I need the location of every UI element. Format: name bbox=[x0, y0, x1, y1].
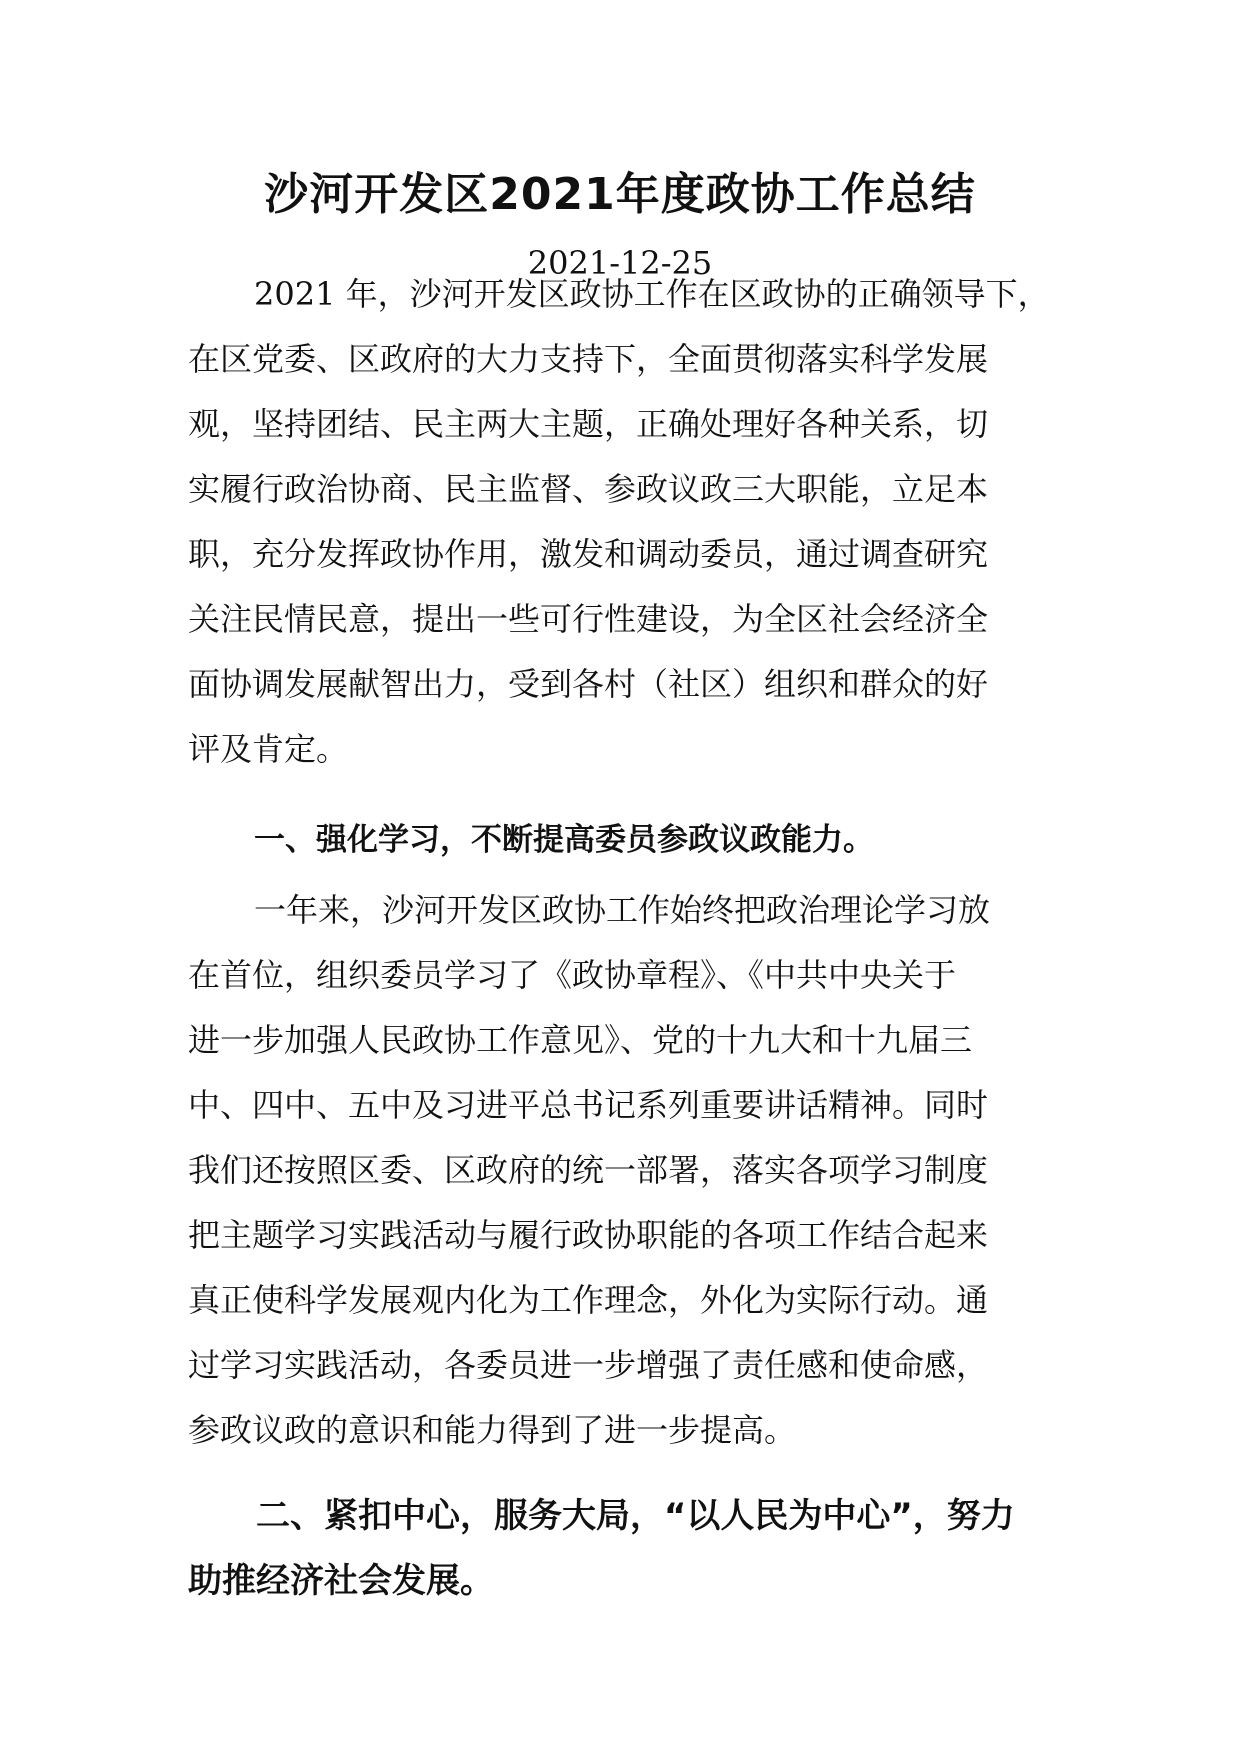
paragraph-line: 2021 年，沙河开发区政协工作在区政协的正确领导下， bbox=[254, 275, 1050, 313]
paragraph-line: 过学习实践活动，各委员进一步增强了责任感和使命感， bbox=[188, 1346, 989, 1384]
paragraph-line: 关注民情民意，提出一些可行性建设，为全区社会经济全 bbox=[188, 600, 989, 638]
paragraph-line: 我们还按照区委、区政府的统一部署，落实各项学习制度 bbox=[188, 1151, 989, 1189]
heading-line: 二、紧扣中心，服务大局，“以人民为中心”，努力 bbox=[256, 1496, 1015, 1536]
heading-line: 助推经济社会发展。 bbox=[188, 1561, 494, 1601]
document-title: 沙河开发区2021年度政协工作总结 bbox=[264, 169, 976, 220]
paragraph-line: 把主题学习实践活动与履行政协职能的各项工作结合起来 bbox=[188, 1216, 989, 1254]
paragraph-line: 进一步加强人民政协工作意见》、党的十九大和十九届三 bbox=[188, 1021, 973, 1059]
paragraph-line: 职，充分发挥政协作用，激发和调动委员，通过调查研究 bbox=[188, 535, 989, 573]
section-heading-1 bbox=[188, 808, 1058, 873]
paragraph-line: 面协调发展献智出力，受到各村（社区）组织和群众的好 bbox=[188, 665, 989, 703]
paragraph-line: 一年来，沙河开发区政协工作始终把政治理论学习放 bbox=[254, 891, 991, 929]
document-date: 2021-12-25 bbox=[527, 244, 713, 282]
paragraph-line: 评及肯定。 bbox=[188, 730, 349, 768]
paragraph-line: 观，坚持团结、民主两大主题，正确处理好各种关系，切 bbox=[188, 405, 989, 443]
heading-line: 一、强化学习，不断提高委员参政议政能力。 bbox=[254, 822, 874, 858]
paragraph-line: 真正使科学发展观内化为工作理念，外化为实际行动。通 bbox=[188, 1281, 989, 1319]
paragraph-line: 中、四中、五中及习进平总书记系列重要讲话精神。同时 bbox=[188, 1086, 989, 1124]
paragraph-line: 在首位，组织委员学习了《政协章程》、《中共中央关于 bbox=[188, 956, 957, 994]
paragraph-line: 实履行政治协商、民主监督、参政议政三大职能，立足本 bbox=[188, 470, 989, 508]
paragraph-intro bbox=[188, 262, 1058, 782]
paragraph-line: 在区党委、区政府的大力支持下，全面贯彻落实科学发展 bbox=[188, 340, 989, 378]
paragraph-study bbox=[188, 878, 1058, 1463]
section-heading-2 bbox=[188, 1484, 1058, 1614]
paragraph-line: 参政议政的意识和能力得到了进一步提高。 bbox=[188, 1411, 797, 1449]
